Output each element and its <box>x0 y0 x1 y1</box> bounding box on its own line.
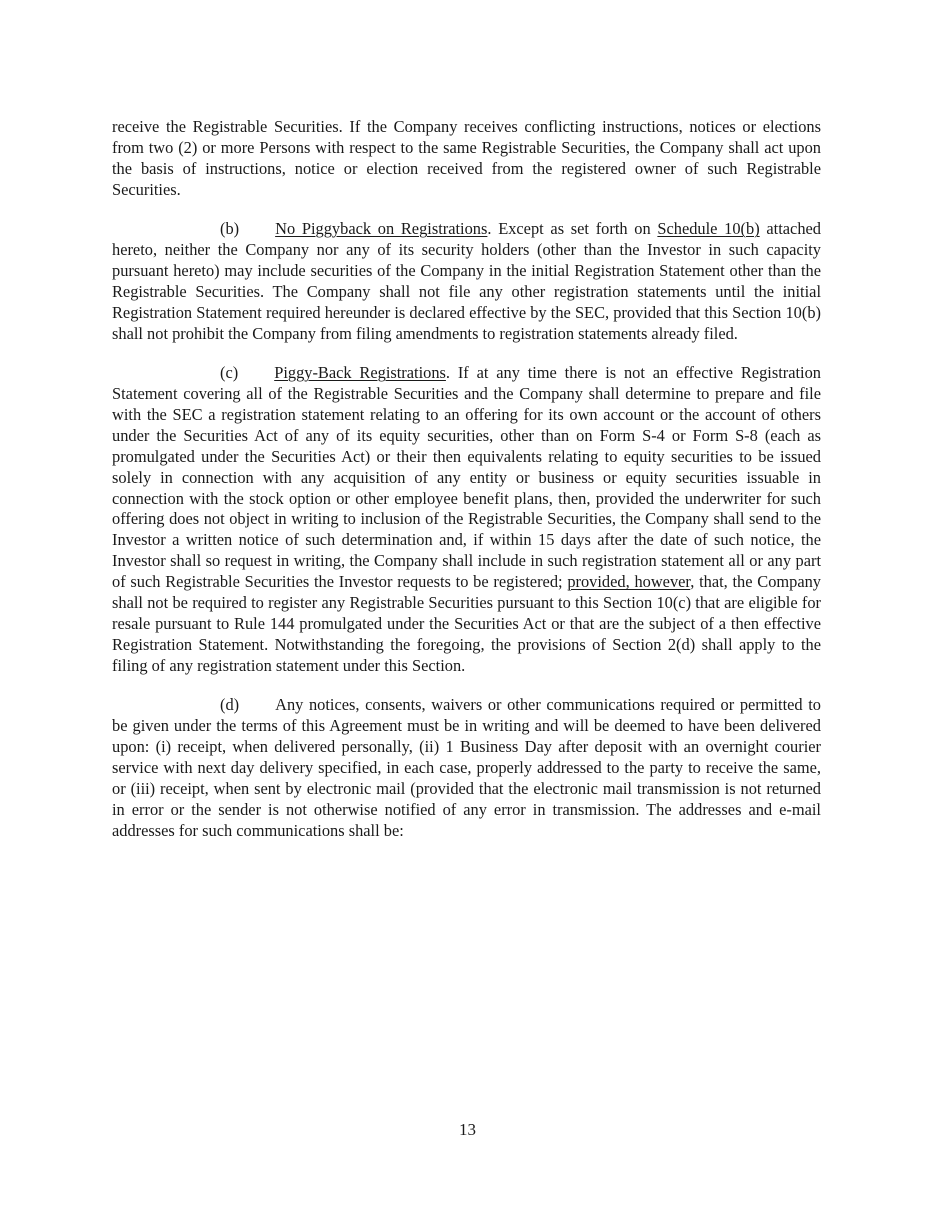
section-label-d: (d) <box>220 695 240 715</box>
section-heading-c: Piggy-Back Registrations <box>274 363 446 383</box>
section-label-b: (b) <box>220 219 240 239</box>
paragraph-c <box>112 363 821 677</box>
paragraph-text: . If at any time there is not an effective Registration Statement covering all of the Registrable Securities and the Company shall determine to prepare and file with the SEC a registration statement relating to an offering for its own account or the account of others under the Securities Act of any of its equity securities, other than on Form S-4 or Form S-8 (each as promulgated under the Securities Act) or their then equivalents relating to equity securities to be issued solely in connection with any acquisition of any entity or business or equity securities issuable in connection with the stock option or other employee benefit plans, then, provided the underwriter for such offering does not object in writing to inclusion of the Registrable Securities, the Company shall send to the Investor a written notice of such determination and, if within 15 days after the date of such notice, the Investor shall so request in writing, the Company shall include in such registration statement all or any part of such Registrable Securities the Investor requests to be registered; <box>112 363 821 592</box>
paragraph-b <box>112 219 821 344</box>
paragraph-text: Any notices, consents, waivers or other communications required or permitted to be given under the terms of this Agreement must be in writing and will be deemed to have been delivered upon: (i) receipt, when delivered personally, (ii) 1 Business Day after deposit with an overnight courier service with next day delivery specified, in each case, properly addressed to the party to receive the same, or (iii) receipt, when sent by electronic mail (provided that the electronic mail transmission is not returned in error or the sender is not otherwise notified of any error in transmission. The addresses and e-mail addresses for such communications shall be: <box>112 695 821 840</box>
section-label-c: (c) <box>220 363 239 383</box>
paragraph-d <box>112 695 821 841</box>
paragraph-text: , that, the Company shall not be required to register any Registrable Securities pursuant to this Section 10(c) that are eligible for resale pursuant to Rule 144 promulgated under the Securities Act or that are the subject of a then effective Registration Statement. Notwithstanding the foregoing, the provisions of Section 2(d) shall apply to the filing of any registration statement under this Section. <box>112 572 822 675</box>
section-heading-b: No Piggyback on Registrations <box>275 219 488 239</box>
paragraph-text: . Except as set forth on <box>487 219 658 239</box>
document-body <box>112 117 821 860</box>
schedule-reference: Schedule 10(b) <box>657 219 760 239</box>
proviso-term: provided, however <box>567 572 691 592</box>
paragraph-text: attached hereto, neither the Company nor any of its security holders (other than the Investor in such capacity pursuant hereto) may include securities of the Company in the initial Registration Statement other than the Registrable Securities. The Company shall not file any other registration statements until the initial Registration Statement required hereunder is declared effective by the SEC, provided that this Section 10(b) shall not prohibit the Company from filing amendments to registration statements already filed. <box>112 219 821 343</box>
paragraph-text: receive the Registrable Securities. If the Company receives conflicting instructions, notices or elections from two (2) or more Persons with respect to the same Registrable Securities, the Company shall act upon the basis of instructions, notice or election received from the registered owner of such Registrable Securities. <box>112 117 821 199</box>
paragraph-continuation <box>112 117 821 201</box>
page-number: 13 <box>459 1120 476 1139</box>
